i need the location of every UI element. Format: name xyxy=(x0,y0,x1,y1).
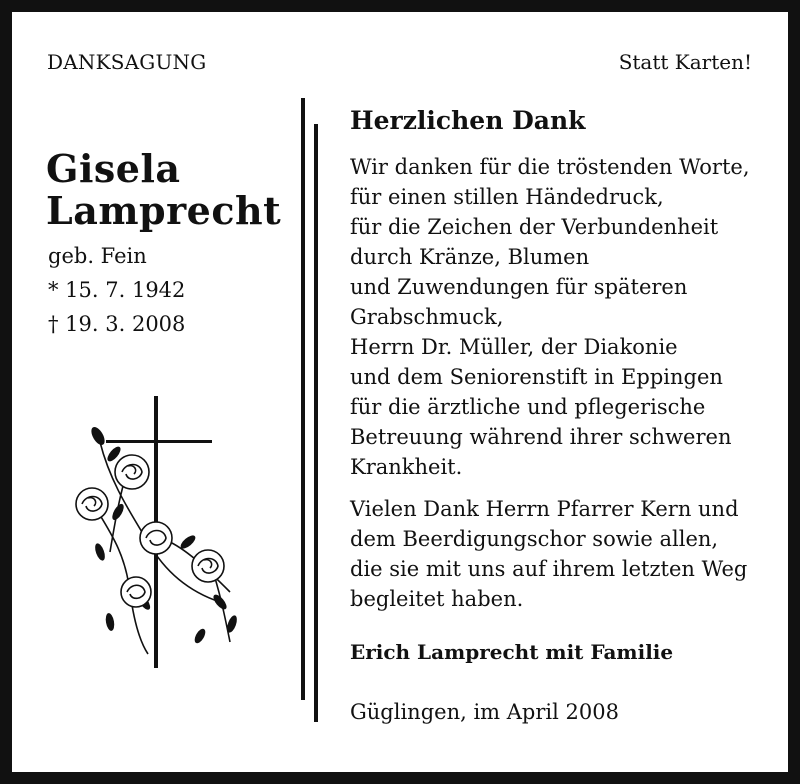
text-line: und Zuwendungen für späteren xyxy=(350,275,688,299)
signature: Erich Lamprecht mit Familie xyxy=(350,640,674,664)
text-line: dem Beerdigungschor sowie allen, xyxy=(350,527,719,551)
death-date: † 19. 3. 2008 xyxy=(48,312,186,336)
acknowledgment-paragraph xyxy=(350,494,747,614)
text-line: Vielen Dank Herrn Pfarrer Kern und xyxy=(350,497,739,521)
divider-rule-right xyxy=(314,124,318,722)
text-line: Betreuung während ihrer schweren xyxy=(350,425,732,449)
deceased-last-name: Lamprecht xyxy=(46,188,282,233)
message-heading: Herzlichen Dank xyxy=(350,106,586,135)
text-line: für die ärztliche und pflegerische xyxy=(350,395,706,419)
text-line: Herrn Dr. Müller, der Diakonie xyxy=(350,335,678,359)
notice-type-label: DANKSAGUNG xyxy=(47,50,207,74)
maiden-name: geb. Fein xyxy=(48,244,147,268)
text-line: Krankheit. xyxy=(350,455,463,479)
thanks-paragraph xyxy=(350,152,750,482)
text-line: für einen stillen Händedruck, xyxy=(350,185,664,209)
text-line: Grabschmuck, xyxy=(350,305,504,329)
text-line: Wir danken für die tröstenden Worte, xyxy=(350,155,750,179)
place-date: Güglingen, im April 2008 xyxy=(350,700,619,724)
cross-with-roses-icon xyxy=(70,392,250,672)
notice-note: Statt Karten! xyxy=(618,50,752,74)
text-line: durch Kränze, Blumen xyxy=(350,245,590,269)
divider-rule-left xyxy=(301,98,305,700)
deceased-first-name: Gisela xyxy=(46,146,181,191)
birth-date: * 15. 7. 1942 xyxy=(48,278,186,302)
text-line: die sie mit uns auf ihrem letzten Weg xyxy=(350,557,748,581)
text-line: und dem Seniorenstift in Eppingen xyxy=(350,365,723,389)
text-line: begleitet haben. xyxy=(350,587,524,611)
text-line: für die Zeichen der Verbundenheit xyxy=(350,215,719,239)
